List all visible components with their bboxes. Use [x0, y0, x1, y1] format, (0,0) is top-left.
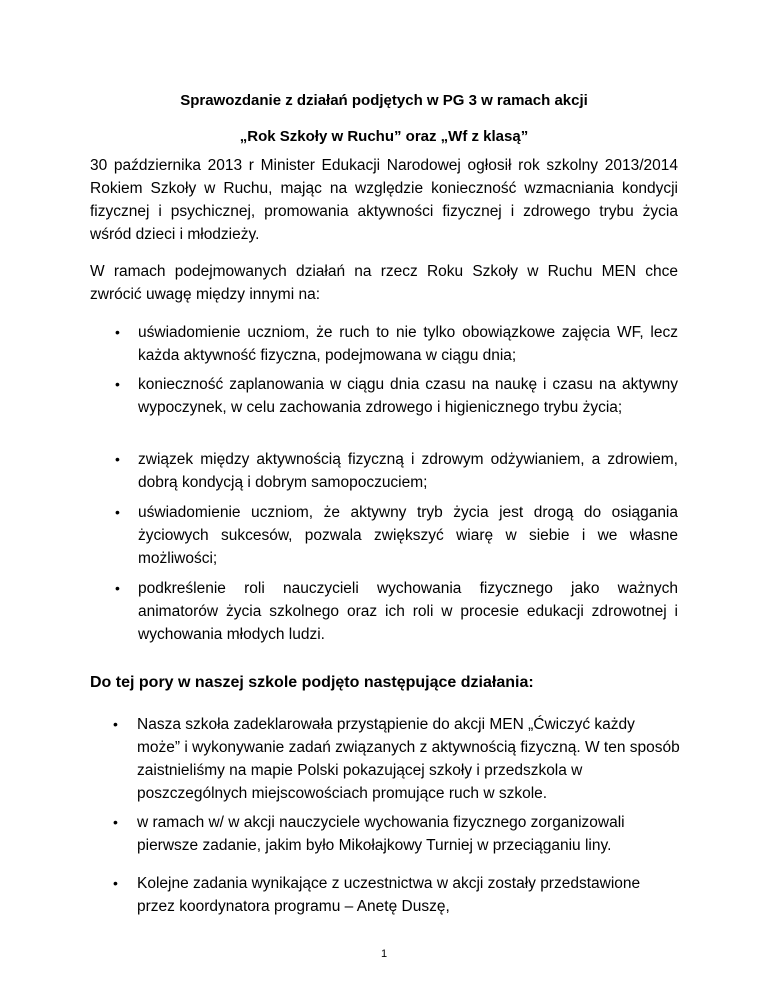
bullet-icon: •: [113, 875, 118, 891]
action-item: Nasza szkoła zadeklarowała przystąpienie do akcji MEN „Ćwiczyć każdy może” i wykonywanie zadań związanych z aktywnością fizyczną. W ten sposób zaistnieliśmy na mapie Polski pokazującej szkoły i przedszkola w poszczególnych miejscowościach promujące ruch w szkole.: [137, 716, 680, 802]
bullet-icon: •: [113, 716, 118, 732]
bullet-icon: •: [115, 376, 120, 392]
goal-item: podkreślenie roli nauczycieli wychowania fizycznego jako ważnych animatorów życia szkolnego oraz ich roli w procesie edukacji zdrowotnej i wychowania młodych ludzi.: [138, 580, 678, 643]
intro-paragraph: 30 października 2013 r Minister Edukacji Narodowej ogłosił rok szkolny 2013/2014 Rokiem Szkoły w Ruchu, mając na względzie konieczność wzmacniania kondycji fizycznej i psychicznej, promowania aktywności fizycznej i zdrowego trybu życia wśród dzieci i młodzieży.: [90, 157, 678, 243]
goal-item: uświadomienie uczniom, że aktywny tryb życia jest drogą do osiągania życiowych sukcesów, pozwala zwiększyć wiarę w siebie i we własne możliwości;: [138, 504, 678, 567]
page-number: 1: [380, 948, 388, 960]
document-title-line-2: „Rok Szkoły w Ruchu” oraz „Wf z klasą”: [239, 128, 529, 145]
bullet-icon: •: [115, 504, 120, 520]
goal-item: konieczność zaplanowania w ciągu dnia czasu na naukę i czasu na aktywny wypoczynek, w celu zachowania zdrowego i higienicznego trybu życia;: [138, 376, 678, 416]
second-paragraph: W ramach podejmowanych działań na rzecz Roku Szkoły w Ruchu MEN chce zwrócić uwagę między innymi na:: [90, 263, 678, 303]
goal-item: uświadomienie uczniom, że ruch to nie tylko obowiązkowe zajęcia WF, lecz każda aktywność fizyczna, podejmowana w ciągu dnia;: [138, 324, 678, 364]
bullet-icon: •: [113, 814, 118, 830]
bullet-icon: •: [115, 324, 120, 340]
action-item: Kolejne zadania wynikające z uczestnictwa w akcji zostały przedstawione przez koordynatora programu – Anetę Duszę,: [137, 875, 641, 915]
bullet-icon: •: [115, 451, 120, 467]
goal-item: związek między aktywnością fizyczną i zdrowym odżywianiem, a zdrowiem, dobrą kondycją i dobrym samopoczuciem;: [138, 451, 678, 491]
bullet-icon: •: [115, 580, 120, 596]
actions-heading: Do tej pory w naszej szkole podjęto następujące działania:: [90, 674, 534, 691]
document-title-line-1: Sprawozdanie z działań podjętych w PG 3 w ramach akcji: [180, 92, 588, 109]
action-item: w ramach w/ w akcji nauczyciele wychowania fizycznego zorganizowali pierwsze zadanie, jakim było Mikołajkowy Turniej w przeciąganiu liny.: [137, 814, 625, 854]
